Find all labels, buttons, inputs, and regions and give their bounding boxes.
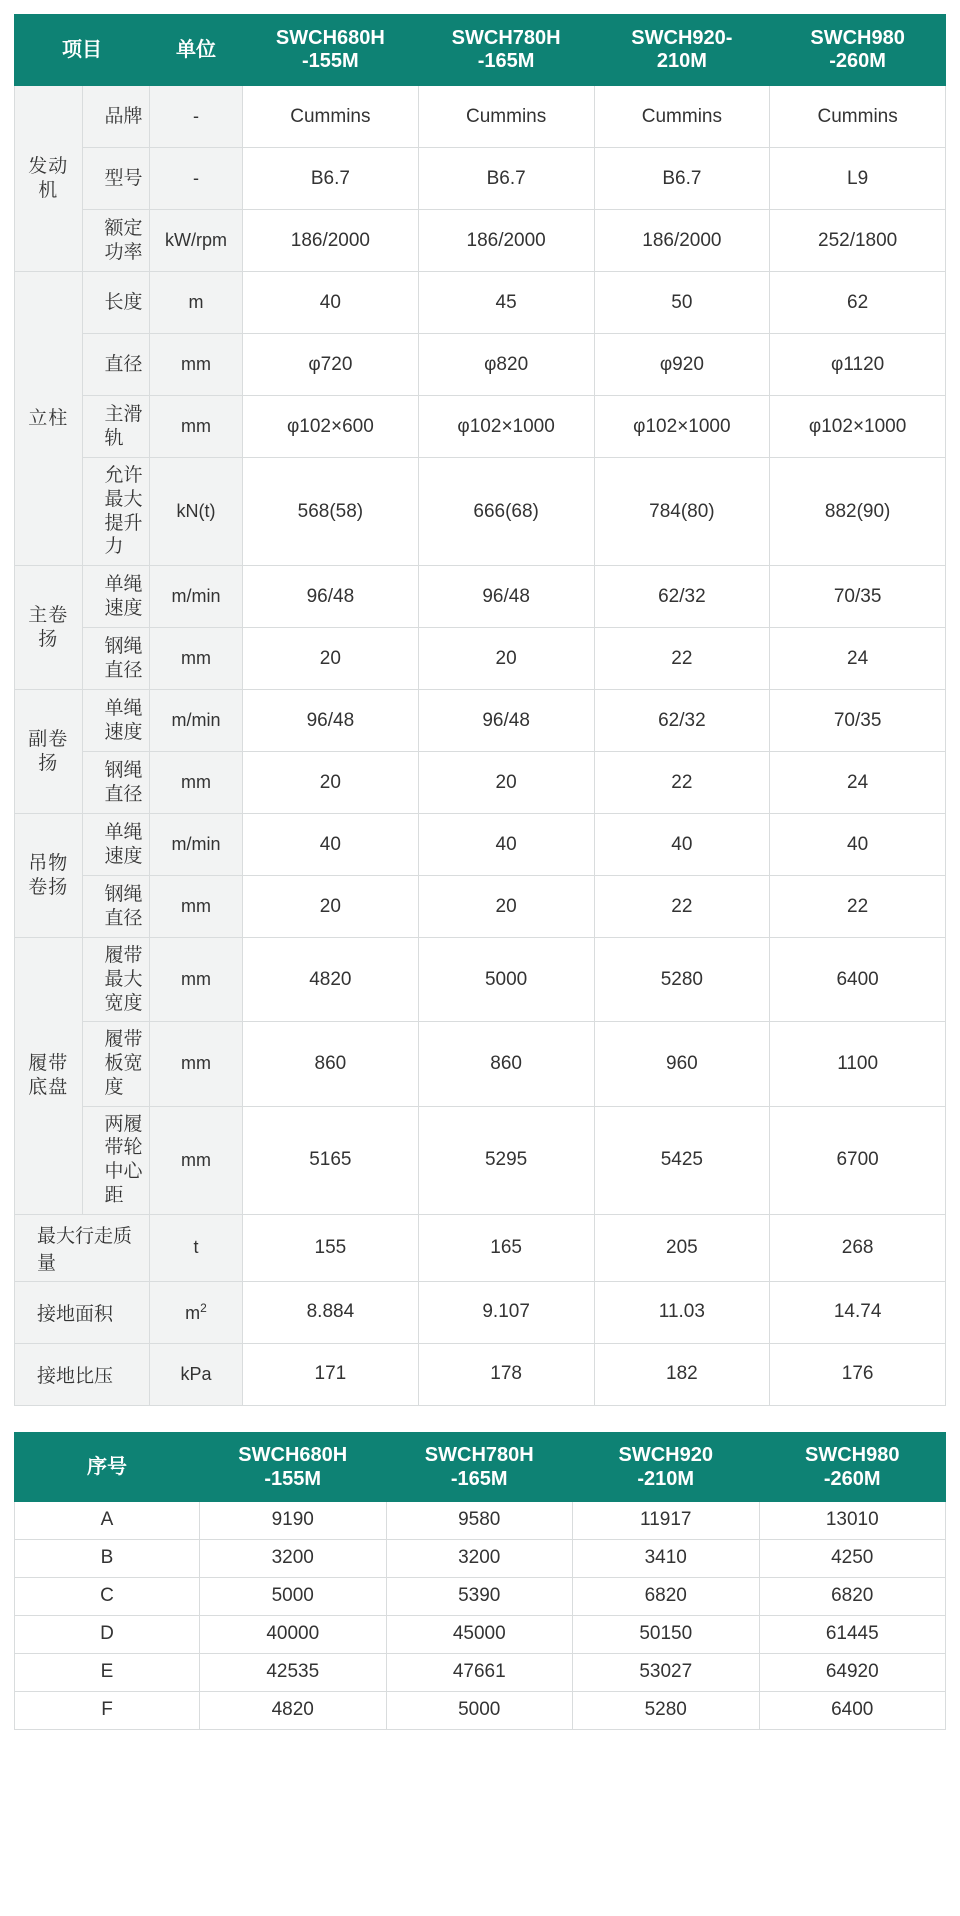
cell-value: 205 (594, 1214, 770, 1281)
cell-value: 96/48 (243, 690, 419, 752)
cell-value: φ1120 (770, 334, 946, 396)
table-row (15, 1214, 946, 1281)
cell-value: 4250 (759, 1539, 946, 1577)
cell-value: 4820 (200, 1691, 387, 1729)
cell-value: B6.7 (594, 148, 770, 210)
cell-value: 5000 (418, 938, 594, 1022)
cell-value: 3200 (386, 1539, 573, 1577)
cell-value: 568(58) (243, 458, 419, 566)
spec-table-header (15, 15, 946, 86)
cell-value: φ102×1000 (770, 396, 946, 458)
cell-value: 666(68) (418, 458, 594, 566)
row-label: 单绳速度 (82, 814, 150, 876)
cell-value: Cummins (770, 86, 946, 148)
cell-value: 50 (594, 272, 770, 334)
spec-table-body (15, 86, 946, 1406)
row-unit: mm (150, 396, 243, 458)
row-unit: mm (150, 752, 243, 814)
row-unit: kPa (150, 1343, 243, 1405)
group-label-mast: 立柱 (15, 272, 83, 566)
cell-value: 24 (770, 752, 946, 814)
cell-value: 5425 (594, 1106, 770, 1214)
cell-value: 860 (243, 1022, 419, 1106)
cell-value: 252/1800 (770, 210, 946, 272)
cell-value: 13010 (759, 1501, 946, 1539)
table-row (15, 814, 946, 876)
row-unit: - (150, 86, 243, 148)
dim-header-model-1: SWCH680H -155M (200, 1432, 387, 1501)
cell-value: 5000 (200, 1577, 387, 1615)
dim-row-code: C (15, 1577, 200, 1615)
cell-value: 62 (770, 272, 946, 334)
cell-value: 40000 (200, 1615, 387, 1653)
row-label: 额定功率 (82, 210, 150, 272)
cell-value: 9.107 (418, 1281, 594, 1343)
cell-value: 20 (418, 628, 594, 690)
row-unit: m (150, 272, 243, 334)
cell-value: φ720 (243, 334, 419, 396)
cell-value: 186/2000 (594, 210, 770, 272)
dim-row-code: F (15, 1691, 200, 1729)
cell-value: 64920 (759, 1653, 946, 1691)
row-label: 接地面积 (15, 1281, 150, 1343)
row-unit: mm (150, 628, 243, 690)
cell-value: 45 (418, 272, 594, 334)
row-label: 品牌 (82, 86, 150, 148)
cell-value: 165 (418, 1214, 594, 1281)
cell-value: φ820 (418, 334, 594, 396)
cell-value: 268 (770, 1214, 946, 1281)
spec-header-model-2: SWCH780H -165M (418, 15, 594, 86)
cell-value: 22 (594, 628, 770, 690)
cell-value: 9580 (386, 1501, 573, 1539)
table-row (15, 1343, 946, 1405)
cell-value: 40 (418, 814, 594, 876)
table-row (15, 458, 946, 566)
cell-value: 11917 (573, 1501, 760, 1539)
row-label: 允许最大提升力 (82, 458, 150, 566)
table-row (15, 628, 946, 690)
table-row (15, 272, 946, 334)
dim-row-code: A (15, 1501, 200, 1539)
cell-value: 70/35 (770, 690, 946, 752)
row-unit: mm (150, 1106, 243, 1214)
cell-value: 61445 (759, 1615, 946, 1653)
cell-value: φ102×1000 (418, 396, 594, 458)
row-unit: kW/rpm (150, 210, 243, 272)
cell-value: 22 (770, 876, 946, 938)
cell-value: 5165 (243, 1106, 419, 1214)
dim-row-code: B (15, 1539, 200, 1577)
spec-header-row (15, 15, 946, 86)
cell-value: 20 (243, 876, 419, 938)
row-label: 钢绳直径 (82, 752, 150, 814)
table-row (15, 1106, 946, 1214)
cell-value: 182 (594, 1343, 770, 1405)
table-row (15, 1615, 946, 1653)
cell-value: 62/32 (594, 690, 770, 752)
table-row (15, 210, 946, 272)
cell-value: 20 (418, 876, 594, 938)
table-row (15, 938, 946, 1022)
row-unit: m/min (150, 566, 243, 628)
cell-value: 11.03 (594, 1281, 770, 1343)
specifications-table (14, 14, 946, 1406)
cell-value: 40 (243, 814, 419, 876)
row-unit: - (150, 148, 243, 210)
group-label-main-winch: 主卷扬 (15, 566, 83, 690)
table-row (15, 1577, 946, 1615)
row-unit: m/min (150, 690, 243, 752)
dim-header-row (15, 1432, 946, 1501)
table-row (15, 334, 946, 396)
cell-value: 6820 (759, 1577, 946, 1615)
cell-value: 178 (418, 1343, 594, 1405)
table-row (15, 690, 946, 752)
cell-value: 6700 (770, 1106, 946, 1214)
cell-value: 20 (243, 752, 419, 814)
cell-value: 171 (243, 1343, 419, 1405)
cell-value: 960 (594, 1022, 770, 1106)
cell-value: 3410 (573, 1539, 760, 1577)
row-label: 直径 (82, 334, 150, 396)
cell-value: 784(80) (594, 458, 770, 566)
dimension-table-wrapper (14, 1432, 946, 1730)
cell-value: 20 (243, 628, 419, 690)
table-row (15, 1539, 946, 1577)
cell-value: 40 (243, 272, 419, 334)
cell-value: B6.7 (418, 148, 594, 210)
row-unit: mm (150, 938, 243, 1022)
table-row (15, 1022, 946, 1106)
cell-value: 96/48 (243, 566, 419, 628)
dim-header-model-3: SWCH920 -210M (573, 1432, 760, 1501)
unit-exponent: 2 (200, 1300, 207, 1315)
dim-header-model-4: SWCH980 -260M (759, 1432, 946, 1501)
row-label: 钢绳直径 (82, 876, 150, 938)
group-label-engine: 发动机 (15, 86, 83, 272)
spec-header-unit: 单位 (150, 15, 243, 86)
cell-value: 62/32 (594, 566, 770, 628)
cell-value: 40 (770, 814, 946, 876)
table-row (15, 1281, 946, 1343)
cell-value: 22 (594, 876, 770, 938)
dim-header-model-2: SWCH780H -165M (386, 1432, 573, 1501)
spec-header-model-3: SWCH920- 210M (594, 15, 770, 86)
dim-table-header (15, 1432, 946, 1501)
row-unit: mm (150, 1022, 243, 1106)
dim-header-index: 序号 (15, 1432, 200, 1501)
table-row (15, 86, 946, 148)
cell-value: 3200 (200, 1539, 387, 1577)
row-label: 履带最大宽度 (82, 938, 150, 1022)
row-label: 钢绳直径 (82, 628, 150, 690)
cell-value: 47661 (386, 1653, 573, 1691)
dimensions-table (14, 1432, 946, 1730)
cell-value: 860 (418, 1022, 594, 1106)
cell-value: 5000 (386, 1691, 573, 1729)
spec-header-model-1: SWCH680H -155M (243, 15, 419, 86)
group-label-lifting-winch: 吊物卷扬 (15, 814, 83, 938)
table-row (15, 876, 946, 938)
cell-value: 1100 (770, 1022, 946, 1106)
cell-value: 882(90) (770, 458, 946, 566)
row-label: 接地比压 (15, 1343, 150, 1405)
cell-value: φ920 (594, 334, 770, 396)
cell-value: 45000 (386, 1615, 573, 1653)
row-label: 两履带轮中心距 (82, 1106, 150, 1214)
table-row (15, 1691, 946, 1729)
table-row (15, 752, 946, 814)
table-row (15, 1501, 946, 1539)
dim-row-code: D (15, 1615, 200, 1653)
row-label: 履带板宽度 (82, 1022, 150, 1106)
cell-value: 96/48 (418, 566, 594, 628)
cell-value: 70/35 (770, 566, 946, 628)
cell-value: 24 (770, 628, 946, 690)
cell-value: 155 (243, 1214, 419, 1281)
table-row (15, 566, 946, 628)
cell-value: 5390 (386, 1577, 573, 1615)
cell-value: 4820 (243, 938, 419, 1022)
cell-value: 6400 (770, 938, 946, 1022)
cell-value: 6820 (573, 1577, 760, 1615)
row-label: 单绳速度 (82, 566, 150, 628)
cell-value: 53027 (573, 1653, 760, 1691)
cell-value: 186/2000 (243, 210, 419, 272)
dim-table-body (15, 1501, 946, 1729)
table-row (15, 1653, 946, 1691)
cell-value: 5295 (418, 1106, 594, 1214)
cell-value: 5280 (573, 1691, 760, 1729)
cell-value: 9190 (200, 1501, 387, 1539)
cell-value: 5280 (594, 938, 770, 1022)
row-unit: kN(t) (150, 458, 243, 566)
row-unit: mm (150, 876, 243, 938)
cell-value: 42535 (200, 1653, 387, 1691)
cell-value: 20 (418, 752, 594, 814)
row-label: 长度 (82, 272, 150, 334)
cell-value: Cummins (594, 86, 770, 148)
cell-value: φ102×1000 (594, 396, 770, 458)
row-unit: mm (150, 334, 243, 396)
cell-value: 8.884 (243, 1281, 419, 1343)
table-row (15, 396, 946, 458)
cell-value: Cummins (243, 86, 419, 148)
cell-value: L9 (770, 148, 946, 210)
row-unit: m/min (150, 814, 243, 876)
row-label: 型号 (82, 148, 150, 210)
cell-value: 14.74 (770, 1281, 946, 1343)
cell-value: φ102×600 (243, 396, 419, 458)
cell-value: 96/48 (418, 690, 594, 752)
dim-row-code: E (15, 1653, 200, 1691)
cell-value: 50150 (573, 1615, 760, 1653)
unit-text: m (185, 1302, 201, 1323)
table-row (15, 148, 946, 210)
spec-header-model-4: SWCH980 -260M (770, 15, 946, 86)
cell-value: 6400 (759, 1691, 946, 1729)
cell-value: B6.7 (243, 148, 419, 210)
row-unit (150, 1281, 243, 1343)
cell-value: 22 (594, 752, 770, 814)
row-label: 最大行走质量 (15, 1214, 150, 1281)
group-label-crawler-chassis: 履带底盘 (15, 938, 83, 1215)
cell-value: 40 (594, 814, 770, 876)
cell-value: 176 (770, 1343, 946, 1405)
cell-value: Cummins (418, 86, 594, 148)
row-unit: t (150, 1214, 243, 1281)
cell-value: 186/2000 (418, 210, 594, 272)
row-label: 单绳速度 (82, 690, 150, 752)
group-label-aux-winch: 副卷扬 (15, 690, 83, 814)
row-label: 主滑轨 (82, 396, 150, 458)
spec-header-item: 项目 (15, 15, 150, 86)
